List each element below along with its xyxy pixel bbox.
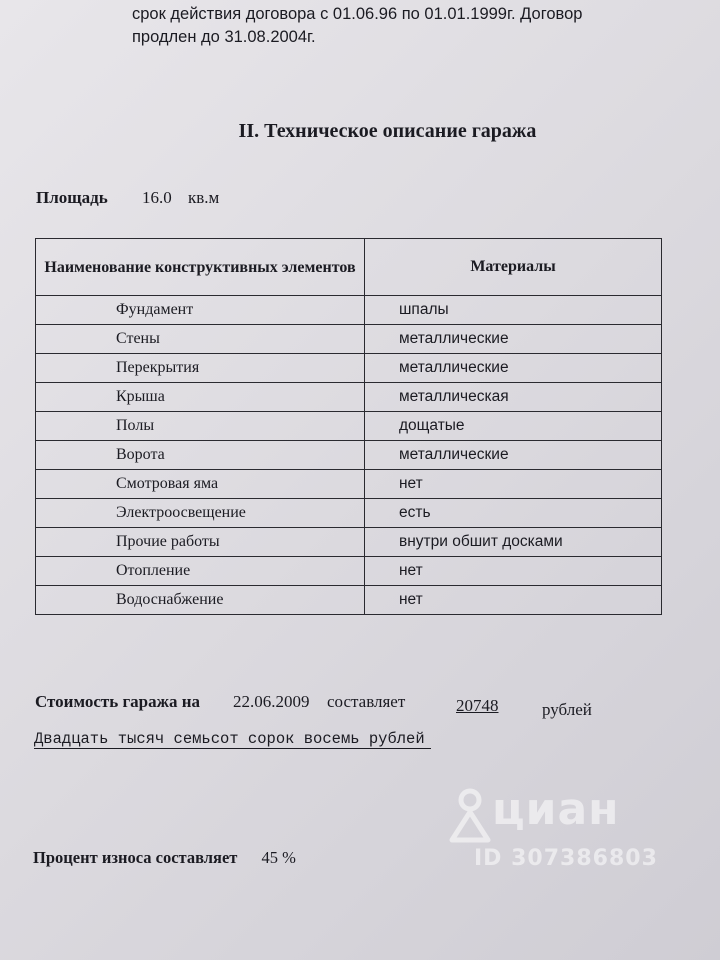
table-row	[36, 383, 662, 412]
area-unit: кв.м	[187, 188, 220, 207]
element-name: Полы	[36, 412, 365, 441]
contract-extension-line: продлен до 31.08.2004г.	[132, 28, 316, 46]
element-material: металлические	[365, 354, 662, 383]
element-name: Прочие работы	[36, 528, 365, 557]
element-material: нет	[365, 586, 662, 615]
wear-line	[33, 848, 296, 868]
cost-verb: составляет	[327, 692, 406, 711]
element-material: есть	[365, 499, 662, 528]
watermark-brand: циан	[492, 784, 620, 835]
contract-term-line: срок действия договора с 01.06.96 по 01.01.1999г. Договор	[132, 5, 583, 23]
table-row	[36, 412, 662, 441]
element-name: Ворота	[36, 441, 365, 470]
table-row	[36, 528, 662, 557]
cost-currency: рублей	[542, 700, 592, 719]
cost-in-words: Двадцать тысяч семьсот сорок восемь рублей	[34, 730, 431, 749]
element-name: Крыша	[36, 383, 365, 412]
cost-date: 22.06.2009	[233, 692, 310, 711]
table-row	[36, 499, 662, 528]
watermark	[440, 780, 680, 880]
location-pin-icon	[440, 780, 500, 844]
table-row	[36, 441, 662, 470]
element-name: Стены	[36, 325, 365, 354]
element-material: металлическая	[365, 383, 662, 412]
element-material: дощатые	[365, 412, 662, 441]
wear-label: Процент износа составляет	[33, 848, 238, 867]
header-elements: Наименование конструктивных элементов	[36, 239, 365, 296]
section-title: II. Техническое описание гаража	[238, 120, 537, 142]
area-label: Площадь	[36, 188, 108, 207]
table-row	[36, 470, 662, 499]
contract-intro	[132, 0, 692, 49]
construction-elements-table	[35, 238, 662, 615]
table-row	[36, 325, 662, 354]
element-material: внутри обшит досками	[365, 528, 662, 557]
table-row	[36, 354, 662, 383]
table-header-row	[36, 239, 662, 296]
cost-line	[35, 692, 675, 719]
element-material: нет	[365, 557, 662, 586]
area-line	[36, 188, 219, 208]
element-name: Смотровая яма	[36, 470, 365, 499]
cost-amount: 20748	[456, 696, 499, 715]
wear-value: 45 %	[261, 848, 296, 867]
element-name: Фундамент	[36, 296, 365, 325]
cost-label: Стоимость гаража на	[35, 692, 201, 711]
watermark-id: ID 307386803	[474, 846, 658, 871]
table-row	[36, 296, 662, 325]
element-name: Водоснабжение	[36, 586, 365, 615]
element-material: металлические	[365, 325, 662, 354]
element-name: Электроосвещение	[36, 499, 365, 528]
area-value: 16.0	[141, 188, 172, 207]
element-material: металлические	[365, 441, 662, 470]
header-materials: Материалы	[365, 239, 662, 296]
element-material: шпалы	[365, 296, 662, 325]
element-name: Отопление	[36, 557, 365, 586]
element-name: Перекрытия	[36, 354, 365, 383]
element-material: нет	[365, 470, 662, 499]
table-row	[36, 557, 662, 586]
table-row	[36, 586, 662, 615]
